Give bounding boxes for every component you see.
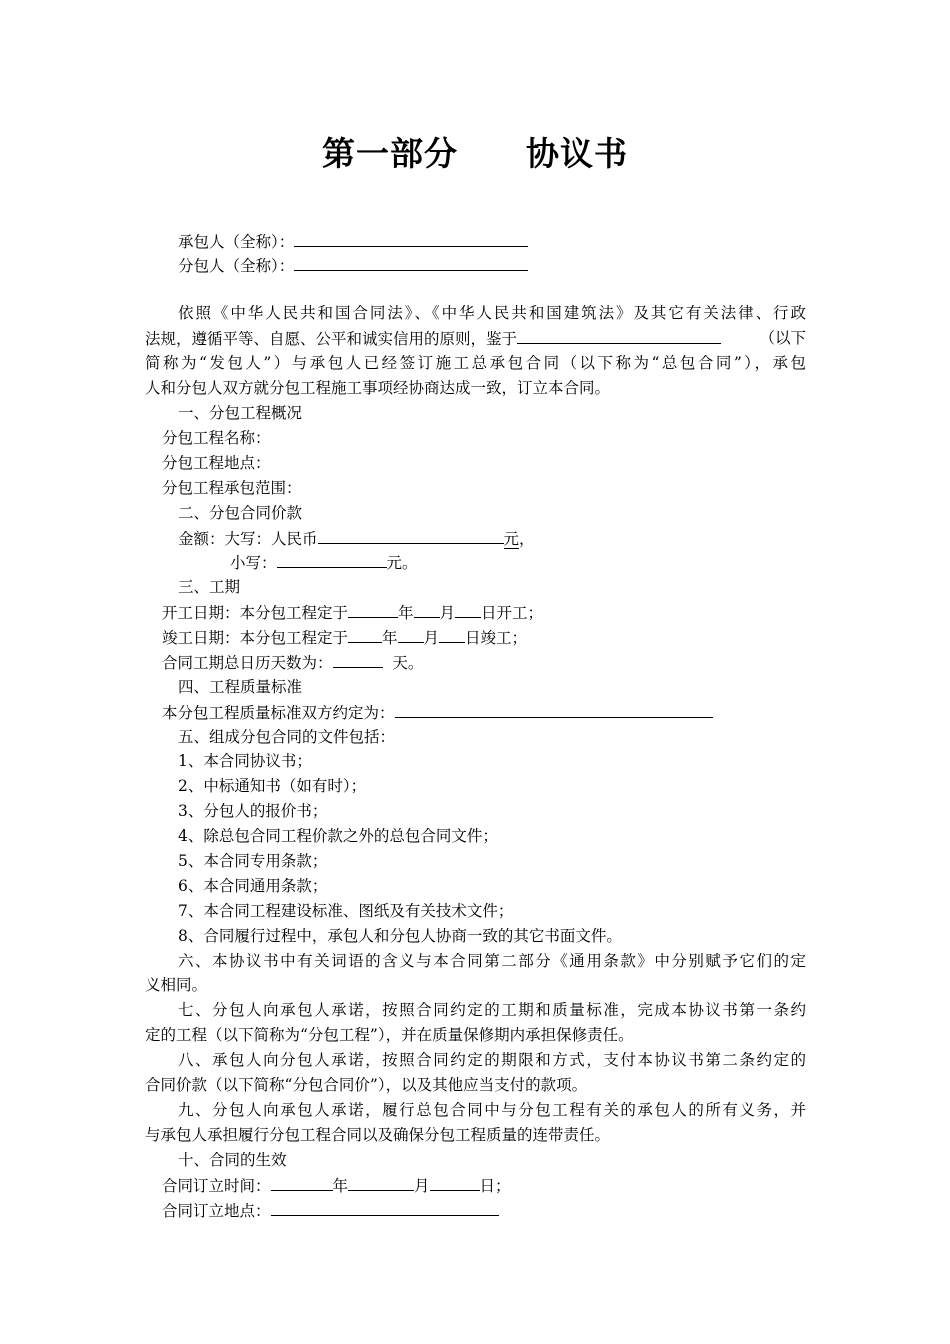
month-label: 月 bbox=[414, 1177, 430, 1195]
section-3-heading: 三、工期 bbox=[178, 578, 241, 596]
subcontractor-name-blank[interactable] bbox=[294, 255, 528, 271]
intro-line-2-tail: （以下 bbox=[759, 329, 806, 347]
end-suffix: 日竣工； bbox=[465, 629, 528, 647]
amount-lower-blank[interactable] bbox=[277, 552, 387, 568]
start-date-label: 开工日期：本分包工程定于 bbox=[162, 604, 349, 622]
intro-line-2 bbox=[145, 328, 806, 349]
section-8-line-2: 合同价款（以下简称“分包合同价”），以及其他应当支付的款项。 bbox=[145, 1076, 588, 1094]
total-days-line bbox=[162, 652, 423, 673]
year-label: 年 bbox=[332, 1177, 349, 1195]
intro-line-2-text: 法规，遵循平等、自愿、公平和诚实信用的原则，鉴于 bbox=[145, 330, 518, 348]
document-list-item: 8、合同履行过程中，承包人和分包人协商一致的其它书面文件。 bbox=[178, 927, 622, 945]
total-days-label: 合同工期总日历天数为： bbox=[162, 654, 333, 672]
intro-line-1: 依照《中华人民共和国合同法》、《中华人民共和国建筑法》及其它有关法律、行政 bbox=[178, 304, 806, 322]
section-4-heading: 四、工程质量标准 bbox=[178, 678, 303, 696]
section-6-line-2: 义相同。 bbox=[145, 976, 208, 994]
month-label: 月 bbox=[423, 629, 440, 647]
signing-place-blank[interactable] bbox=[271, 1200, 499, 1216]
end-year-blank[interactable] bbox=[348, 627, 382, 643]
yuan-period-label: 元。 bbox=[386, 554, 418, 572]
year-label: 年 bbox=[398, 604, 414, 622]
end-month-blank[interactable] bbox=[398, 627, 424, 643]
end-day-blank[interactable] bbox=[439, 627, 465, 643]
section-9-line-2: 与承包人承担履行分包工程合同以及确保分包工程质量的连带责任。 bbox=[145, 1126, 611, 1144]
intro-line-4: 人和分包人双方就分包工程施工事项经协商达成一致，订立本合同。 bbox=[145, 379, 611, 397]
section-5-heading: 五、组成分包合同的文件包括： bbox=[178, 728, 396, 746]
section-2-heading: 二、分包合同价款 bbox=[178, 504, 303, 522]
year-label: 年 bbox=[382, 629, 398, 647]
amount-lower-line bbox=[230, 552, 418, 573]
document-list-item: 4、除总包合同工程价款之外的总包合同文件； bbox=[178, 827, 498, 845]
amount-upper-blank[interactable] bbox=[318, 528, 504, 544]
signing-month-blank[interactable] bbox=[348, 1175, 414, 1191]
quality-standard-blank[interactable] bbox=[395, 702, 713, 718]
section-6-line-1: 六、本协议书中有关词语的含义与本合同第二部分《通用条款》中分别赋予它们的定 bbox=[178, 952, 806, 970]
signing-time-line bbox=[162, 1175, 511, 1196]
amount-upper-line bbox=[178, 528, 535, 549]
document-list-item: 7、本合同工程建设标准、图纸及有关技术文件； bbox=[178, 902, 514, 920]
days-suffix: 天。 bbox=[392, 654, 424, 672]
amount-lower-label: 小写： bbox=[230, 554, 277, 572]
start-month-blank[interactable] bbox=[414, 602, 440, 618]
contractor-label: 承包人（全称）： bbox=[178, 233, 295, 251]
section-8-line-1: 八、承包人向分包人承诺，按照合同约定的期限和方式，支付本协议书第二条约定的 bbox=[178, 1051, 806, 1069]
contractor-line bbox=[178, 231, 528, 252]
amount-upper-label: 金额：大写：人民币 bbox=[178, 530, 318, 548]
start-year-blank[interactable] bbox=[348, 602, 398, 618]
signing-day-blank[interactable] bbox=[430, 1175, 480, 1191]
section-1-heading: 一、分包工程概况 bbox=[178, 404, 303, 422]
start-day-blank[interactable] bbox=[455, 602, 481, 618]
section-7-line-2: 定的工程（以下简称为“分包工程”），并在质量保修期内承担保修责任。 bbox=[145, 1026, 634, 1044]
document-list-item: 6、本合同通用条款； bbox=[178, 877, 328, 895]
subcontractor-line bbox=[178, 255, 528, 276]
document-list-item: 1、本合同协议书； bbox=[178, 752, 312, 770]
document-list-item: 2、中标通知书（如有时）； bbox=[178, 777, 367, 795]
quality-standard-label: 本分包工程质量标准双方约定为： bbox=[162, 704, 395, 722]
page-title: 第一部分 协议书 bbox=[322, 134, 628, 173]
signing-time-label: 合同订立时间： bbox=[162, 1177, 271, 1195]
end-date-line bbox=[162, 627, 527, 648]
project-location-label: 分包工程地点： bbox=[162, 454, 271, 472]
signing-place-line bbox=[162, 1200, 499, 1221]
project-name-label: 分包工程名称： bbox=[162, 429, 271, 447]
document-list-item: 3、分包人的报价书； bbox=[178, 802, 328, 820]
start-suffix: 日开工； bbox=[481, 604, 544, 622]
start-date-line bbox=[162, 602, 543, 623]
month-label: 月 bbox=[439, 604, 456, 622]
comma-mark: ， bbox=[519, 530, 535, 548]
section-7-line-1: 七、分包人向承包人承诺，按照合同约定的工期和质量标准，完成本协议书第一条约 bbox=[178, 1001, 806, 1019]
end-date-label: 竣工日期：本分包工程定于 bbox=[162, 629, 349, 647]
signing-year-blank[interactable] bbox=[271, 1175, 333, 1191]
document-list-item: 5、本合同专用条款； bbox=[178, 852, 328, 870]
section-9-line-1: 九、分包人向承包人承诺，履行总包合同中与分包工程有关的承包人的所有义务，并 bbox=[178, 1101, 806, 1119]
signing-place-label: 合同订立地点： bbox=[162, 1202, 271, 1220]
quality-standard-line bbox=[162, 702, 713, 723]
section-10-heading: 十、合同的生效 bbox=[178, 1151, 287, 1169]
total-days-blank[interactable] bbox=[333, 652, 383, 668]
yuan-label: 元 bbox=[503, 530, 520, 548]
intro-line-3: 简称为“发包人”）与承包人已经签订施工总承包合同（以下称为“总包合同”），承包 bbox=[145, 354, 806, 372]
day-suffix: 日； bbox=[479, 1177, 511, 1195]
contractor-name-blank[interactable] bbox=[294, 231, 528, 247]
project-scope-label: 分包工程承包范围： bbox=[162, 479, 302, 497]
employer-name-blank[interactable] bbox=[517, 328, 721, 344]
subcontractor-label: 分包人（全称）： bbox=[178, 257, 295, 275]
